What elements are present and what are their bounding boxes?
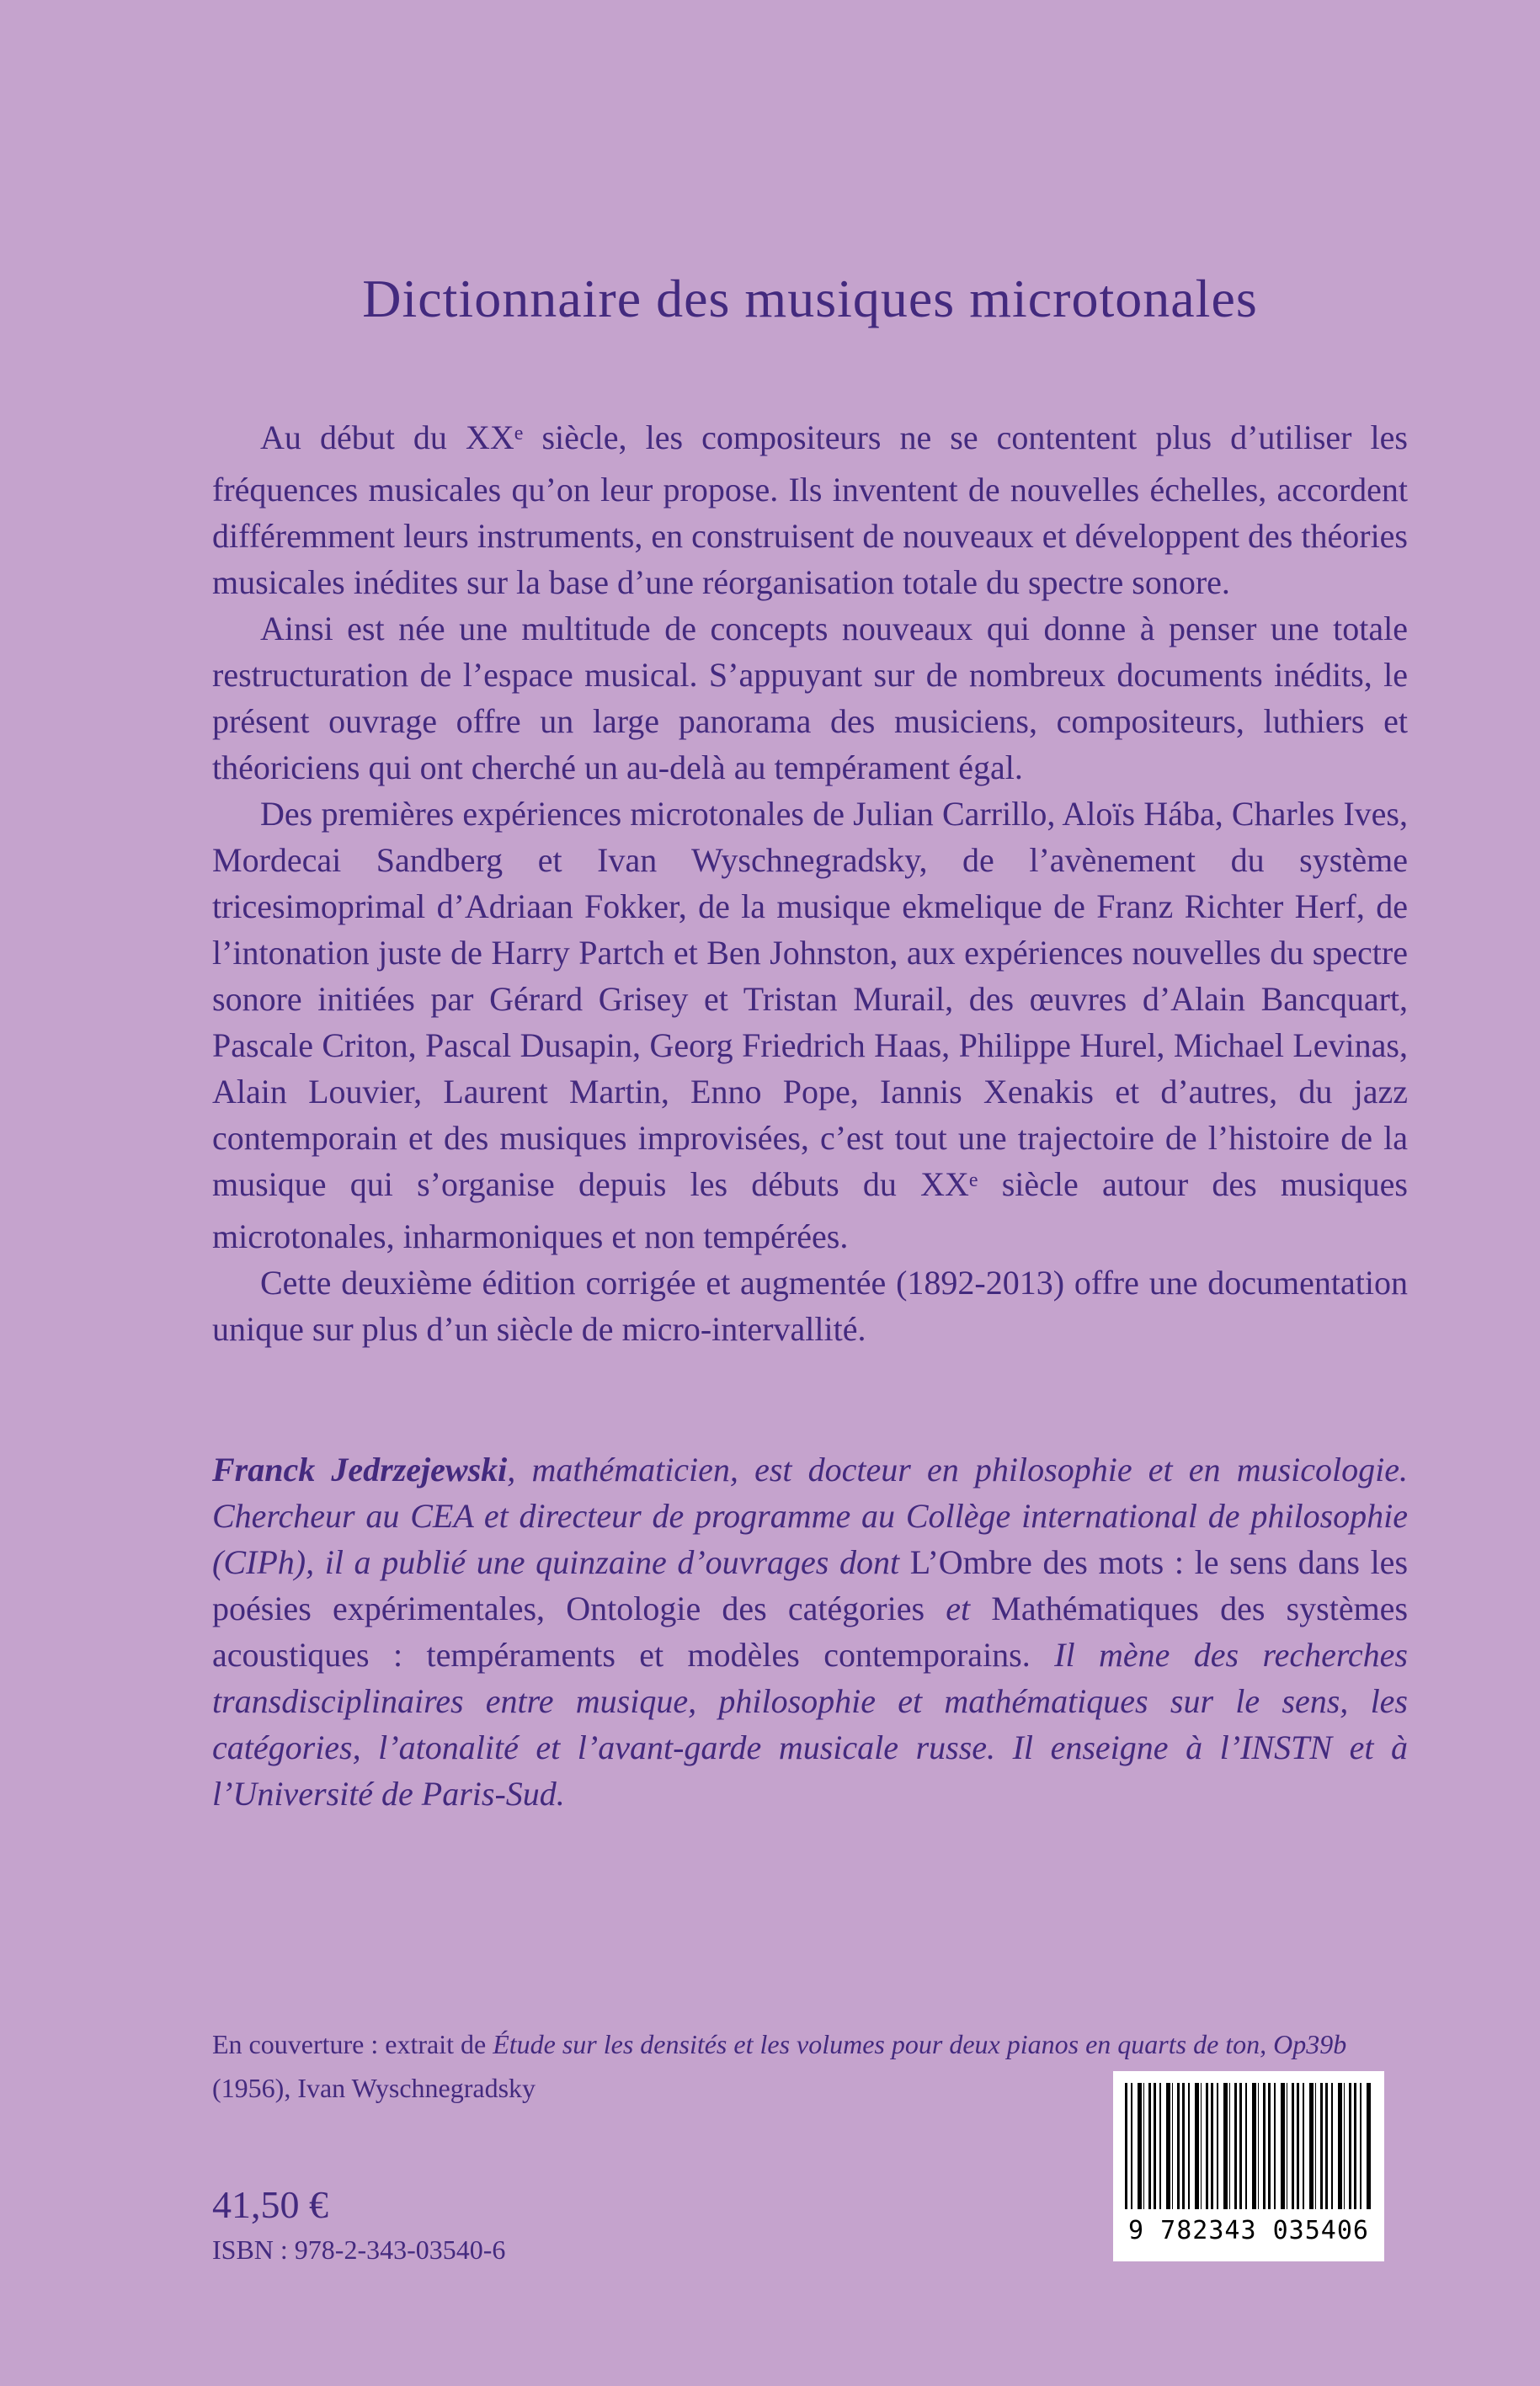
synopsis-paragraph-3: Des premières expériences microtonales de Julian Carrillo, Aloïs Hába, Charles Ives, Mordecai Sandberg et Ivan Wyschnegradsky, de l’avènement du système tricesimoprimal d’Adriaan Fokker, de la musique ekmelique de Franz Richter Herf, de l’intonation juste de Harry Partch et Ben Johnston, aux expériences nouvelles du spectre sonore initiées par Gérard Grisey et Tristan Murail, des œuvres d’Alain Bancquart, Pascale Criton, Pascal Dusapin, Georg Friedrich Haas, Philippe Hurel, Michael Levinas, Alain Louvier, Laurent Martin, Enno Pope, Iannis Xenakis et d’autres, du jazz contemporain et des musiques improvisées, c’est tout une trajectoire de l’histoire de la musique qui s’organise depuis les débuts du XXe siècle autour des musiques microtonales, inharmoniques et non tempérées. — [212, 795, 1408, 1255]
synopsis-paragraph-2: Ainsi est née une multitude de concepts nouveaux qui donne à penser une totale restructuration de l’espace musical. S’appuyant sur de nombreux documents inédits, le présent ouvrage offre un large panorama des musiciens, compositeurs, luthiers et théoriciens qui ont cherché un au-delà au tempérament égal. — [212, 610, 1408, 786]
cover-credit-note: En couverture : extrait de Étude sur les densités et les volumes pour deux pianos en quarts de ton, Op39b (1956), Ivan Wyschnegradsky — [212, 2029, 1347, 2103]
barcode-panel — [1113, 2071, 1384, 2261]
book-title: Dictionnaire des musiques microtonales — [362, 269, 1258, 328]
barcode-number: 9 782343 035406 — [1128, 2216, 1369, 2245]
barcode-bars — [1125, 2083, 1372, 2209]
cover-text-block — [212, 268, 1408, 1817]
author-bio: Franck Jedrzejewski, mathématicien, est docteur en philosophie et en musicologie. Chercheur au CEA et directeur de programme au Collège international de philosophie (CIPh), il a publié une quinzaine d’ouvrages dont L’Ombre des mots : le sens dans les poésies expérimentales, Ontologie des catégories et Mathématiques des systèmes acoustiques : tempéraments et modèles contemporains. Il mène des recherches transdisciplinaires entre musique, philosophie et mathématiques sur le sens, les catégories, l’atonalité et l’avant-garde musicale russe. Il enseigne à l’INSTN et à l’Université de Paris-Sud. — [212, 1451, 1409, 1813]
price-label: 41,50 € — [212, 2183, 328, 2226]
isbn-label: ISBN : 978-2-343-03540-6 — [212, 2234, 506, 2265]
synopsis-paragraph-4: Cette deuxième édition corrigée et augmentée (1892-2013) offre une documentation unique sur plus d’un siècle de micro-intervallité. — [212, 1264, 1408, 1348]
synopsis — [212, 414, 1408, 1352]
synopsis-paragraph-1: Au début du XXe siècle, les compositeurs ne se contentent plus d’utiliser les fréquences musicales qu’on leur propose. Ils inventent de nouvelles échelles, accordent différemment leurs instruments, en construisent de nouveaux et développent des théories musicales inédites sur la base d’une réorganisation totale du spectre sonore. — [212, 418, 1408, 601]
